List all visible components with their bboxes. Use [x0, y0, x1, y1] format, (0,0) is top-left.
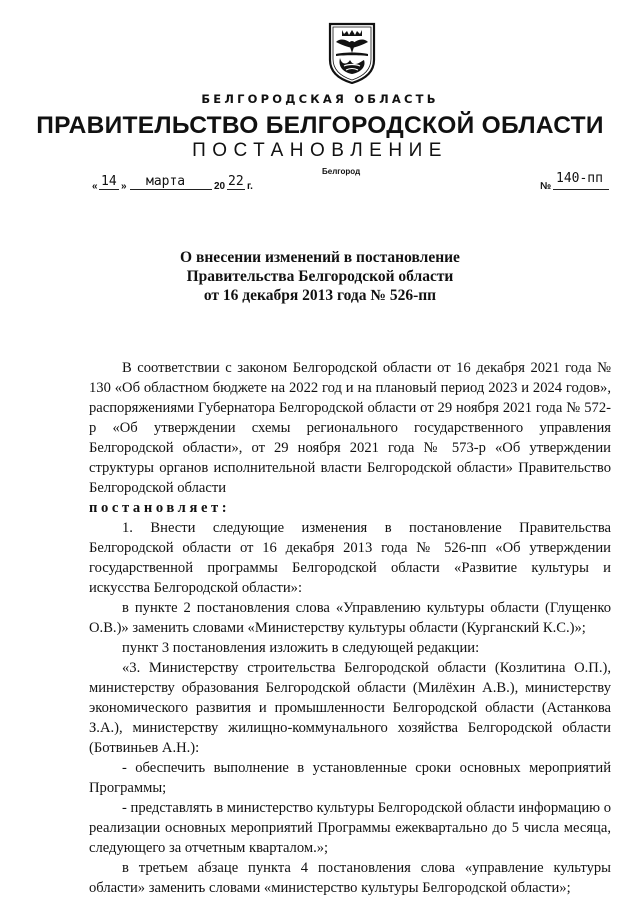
date-day-underline: [99, 189, 119, 190]
document-body: [89, 358, 611, 898]
date-year-suffix: 22: [228, 174, 244, 189]
resolves-word: постановляет:: [89, 500, 231, 516]
government-name: ПРАВИТЕЛЬСТВО БЕЛГОРОДСКОЙ ОБЛАСТИ: [36, 112, 604, 139]
date-year-prefix: 20: [214, 181, 226, 192]
title-line-2: Правительства Белгородской области: [186, 268, 454, 285]
city-name: Белгород: [322, 167, 361, 176]
paragraph-item-1: 1. Внести следующие изменения в постановление Правительства Белгородской области от 16 декабря 2013 года № 526-пп «Об утверждении государственной программы Белгородской области «Развитие культуры и искусства Белгородской области»:: [89, 520, 611, 596]
paragraph-preamble: В соответствии с законом Белгородской области от 16 декабря 2021 года № 130 «Об областном бюджете на 2022 год и на плановый период 2023 и 2024 годов», распоряжениями Губернатора Белгородской области от 29 ноября 2021 года № 572-р «Об утверждении схемы регионального государственного управления Белгородской области», от 29 ноября 2021 года № 573-р «Об утверждении структуры органов исполнительной власти Белгородской области» Правительство Белгородской области: [89, 360, 611, 496]
region-name: БЕЛГОРОДСКАЯ ОБЛАСТЬ: [201, 92, 439, 106]
title-line-1: О внесении изменений в постановление: [180, 249, 460, 266]
document-title: [0, 248, 640, 305]
paragraph-item-4: в третьем абзаце пункта 4 постановления слова «управление культуры области» заменить словами «министерство культуры Белгородской области»;: [89, 860, 611, 896]
coat-of-arms-icon: [328, 22, 376, 84]
paragraph-bullet-1: - обеспечить выполнение в установленные сроки основных мероприятий Программы;: [89, 760, 611, 796]
date-month: марта: [146, 174, 186, 189]
date-month-underline: [130, 189, 212, 190]
date-close-quote: »: [121, 181, 127, 192]
date-open-quote: «: [92, 181, 98, 192]
document-number: 140-пп: [556, 171, 603, 186]
paragraph-item-3: пункт 3 постановления изложить в следующей редакции:: [122, 640, 480, 656]
number-underline: [553, 189, 609, 190]
paragraph-item-2: в пункте 2 постановления слова «Управлению культуры области (Глущенко О.В.)» заменить словами «Министерству культуры области (Курганский К.С.)»;: [89, 600, 611, 636]
paragraph-bullet-2: - представлять в министерство культуры Белгородской области информацию о реализации основных мероприятий Программы ежеквартально до 5 числа месяца, следующего за отчетным кварталом.»;: [89, 800, 611, 856]
date-year-underline: [227, 189, 245, 190]
date-day: 14: [101, 174, 117, 189]
title-line-3: от 16 декабря 2013 года № 526-пп: [203, 287, 437, 304]
date-year-mark: г.: [247, 181, 253, 192]
number-label: №: [540, 181, 552, 192]
paragraph-item-3-text: «3. Министерству строительства Белгородской области (Козлитина О.П.), министерству образования Белгородской области (Милёхин А.В.), министерству экономического развития и промышленности Белгородской области (Астанкова З.А.), министерству жилищно-коммунального хозяйства Белгородской области (Ботвиньев А.Н.):: [89, 660, 611, 756]
document-type: ПОСТАНОВЛЕНИЕ: [192, 140, 448, 161]
